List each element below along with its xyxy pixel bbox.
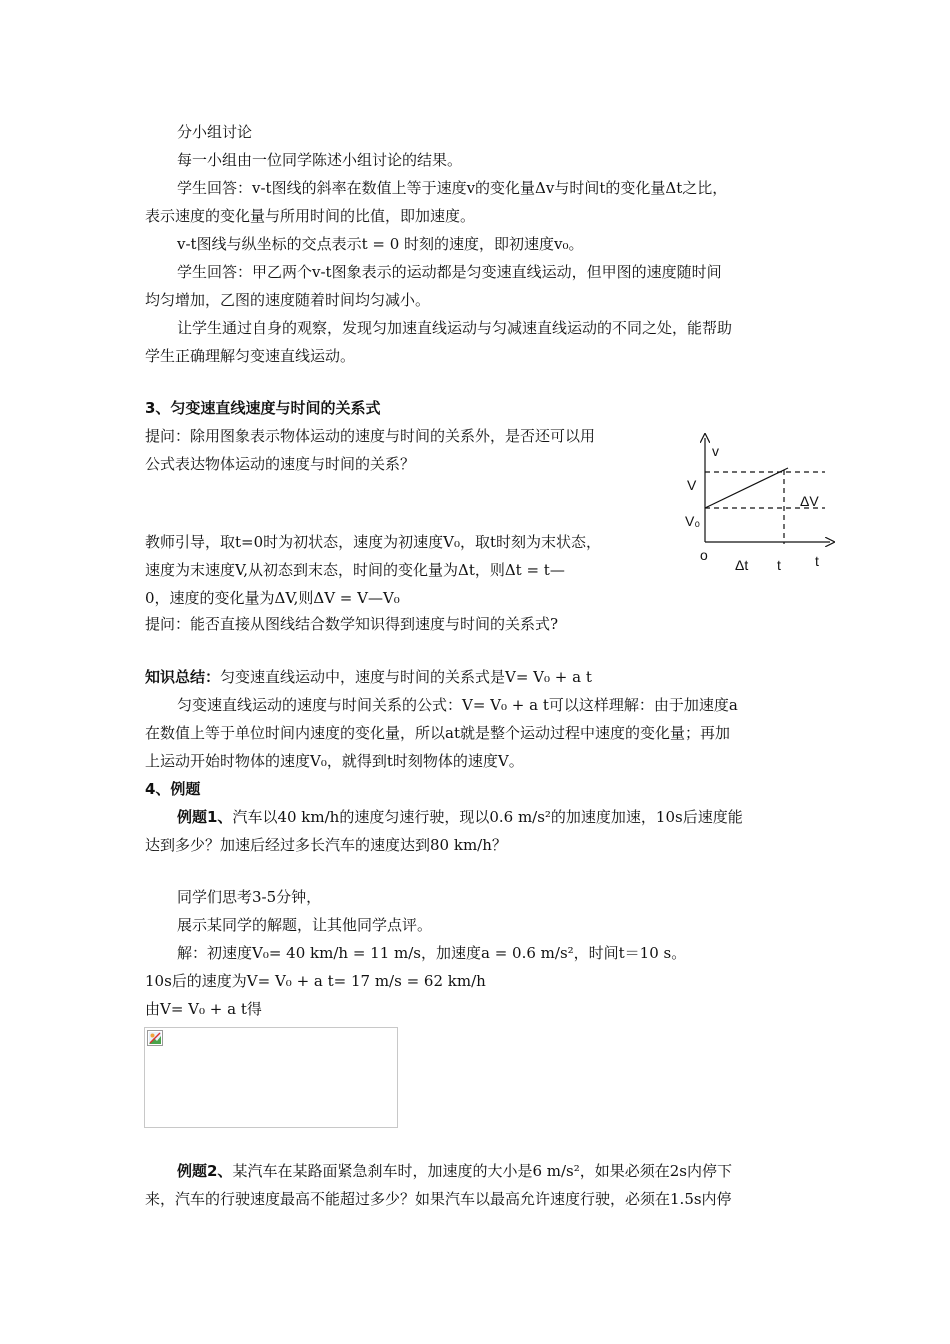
- example-2-text: 某汽车在某路面紧急刹车时，加速度的大小是6 m/s²，如果必须在2s内停下: [232, 1162, 732, 1180]
- v-axis-label: v: [712, 443, 719, 459]
- example-2-line: [177, 1161, 732, 1181]
- example-1-line: [177, 807, 743, 827]
- text-line: v-t图线与纵坐标的交点表示t = 0 时刻的速度，即初速度v₀。: [177, 235, 584, 253]
- section-heading: 4、例题: [145, 780, 201, 798]
- dt-label: Δt: [735, 557, 749, 573]
- summary-text: 匀变速直线运动中，速度与时间的关系式是V= V₀ + a t: [220, 668, 592, 686]
- dV-label: ΔV: [800, 493, 819, 509]
- text-line: 达到多少？加速后经过多长汽车的速度达到80 km/h？: [145, 836, 507, 854]
- text-line: 教师引导，取t=0时为初状态，速度为初速度V₀，取t时刻为末状态，: [145, 533, 602, 551]
- velocity-line: [705, 468, 788, 508]
- text-line: 学生回答：甲乙两个v-t图象表示的运动都是匀变速直线运动，但甲图的速度随时间: [177, 263, 722, 281]
- V0-label: V₀: [685, 513, 701, 529]
- origin-label: o: [700, 547, 708, 563]
- example-1-label: 例题1、: [177, 808, 233, 826]
- broken-image-icon: [147, 1030, 163, 1046]
- text-line: 上运动开始时物体的速度V₀，就得到t时刻物体的速度V。: [145, 752, 524, 770]
- text-line: 每一小组由一位同学陈述小组讨论的结果。: [177, 151, 463, 169]
- text-line: 10s后的速度为V= V₀ + a t= 17 m/s = 62 km/h: [145, 972, 486, 990]
- text-line: 匀变速直线运动的速度与时间关系的公式：V= V₀ + a t可以这样理解：由于加速度a: [177, 696, 738, 714]
- text-line: 来，汽车的行驶速度最高不能超过多少？如果汽车以最高允许速度行驶，必须在1.5s内停: [145, 1190, 732, 1208]
- example-2-label: 例题2、: [177, 1162, 233, 1180]
- text-line: 学生正确理解匀变速直线运动。: [145, 347, 356, 365]
- text-line: 让学生通过自身的观察，发现匀加速直线运动与匀减速直线运动的不同之处，能帮助: [177, 319, 733, 337]
- text-line: 由V= V₀ + a t得: [145, 1000, 262, 1018]
- text-line: 0，速度的变化量为ΔV,则ΔV = V—V₀: [145, 589, 400, 607]
- text-line: 学生回答：v-t图线的斜率在数值上等于速度v的变化量Δv与时间t的变化量Δt之比，: [177, 179, 728, 197]
- section-heading: 3、匀变速直线速度与时间的关系式: [145, 399, 381, 417]
- text-line: 在数值上等于单位时间内速度的变化量，所以at就是整个运动过程中速度的变化量；再加: [145, 724, 730, 742]
- text-line: 解：初速度V₀= 40 km/h = 11 m/s，加速度a = 0.6 m/s²，时间t＝10 s。: [177, 944, 687, 962]
- summary-label: 知识总结：: [145, 668, 221, 686]
- broken-image-placeholder: [144, 1027, 398, 1128]
- text-line: 提问：能否直接从图线结合数学知识得到速度与时间的关系式?: [145, 615, 559, 633]
- text-line: 提问：除用图象表示物体运动的速度与时间的关系外，是否还可以用: [145, 427, 596, 445]
- V-label: V: [687, 477, 697, 493]
- summary-line: [145, 667, 592, 687]
- text-line: 分小组讨论: [177, 123, 253, 141]
- vt-diagram: [680, 432, 840, 582]
- text-line: 公式表达物体运动的速度与时间的关系？: [145, 455, 416, 473]
- example-1-text: 汽车以40 km/h的速度匀速行驶，现以0.6 m/s²的加速度加速，10s后速度能: [232, 808, 743, 826]
- t-axis-label: t: [815, 553, 819, 569]
- text-line: 展示某同学的解题，让其他同学点评。: [177, 916, 433, 934]
- text-line: 同学们思考3-5分钟，: [177, 888, 322, 906]
- text-line: 表示速度的变化量与所用时间的比值，即加速度。: [145, 207, 476, 225]
- text-line: 均匀增加，乙图的速度随着时间均匀减小。: [145, 291, 431, 309]
- text-line: 速度为末速度V,从初态到末态，时间的变化量为Δt，则Δt = t—: [145, 561, 565, 579]
- t-mark-label: t: [777, 557, 781, 573]
